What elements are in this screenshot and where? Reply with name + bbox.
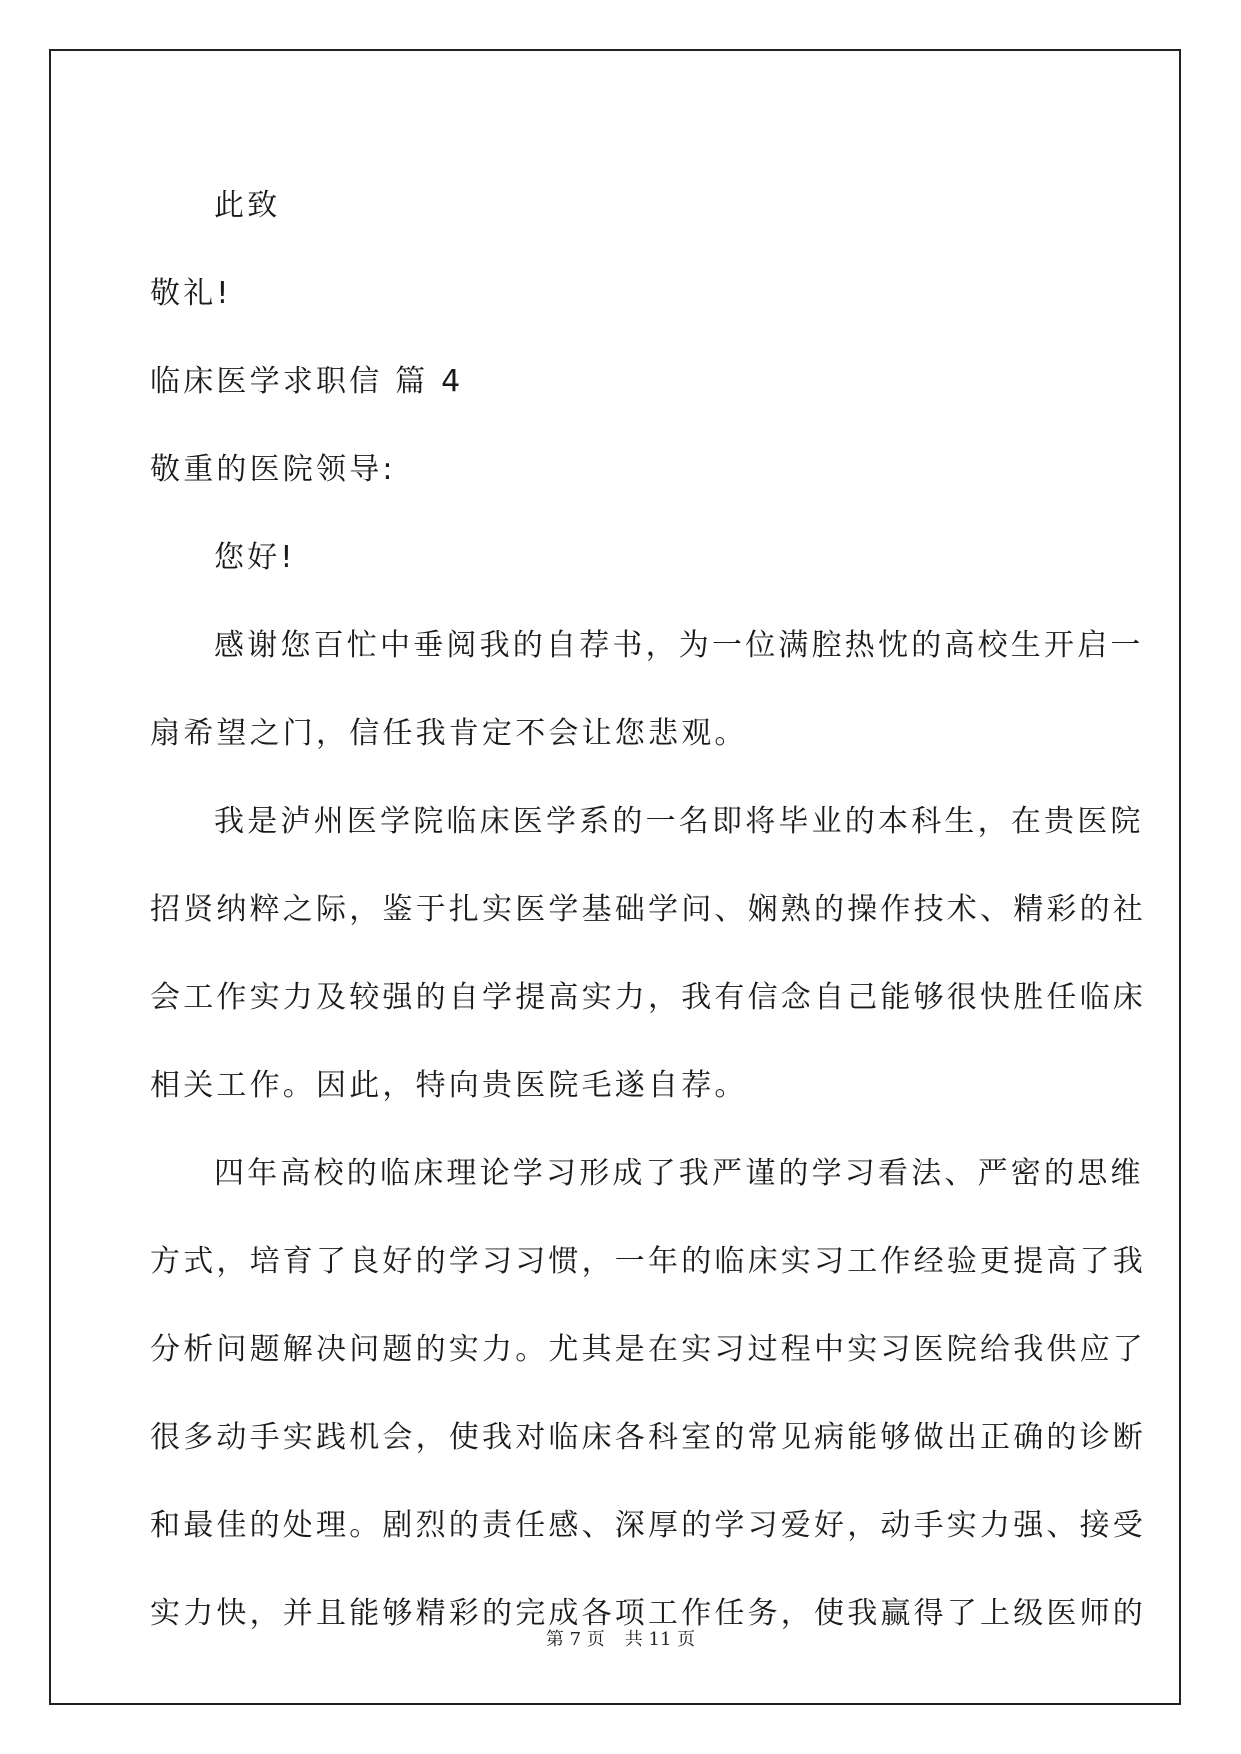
text-line: 会工作实力及较强的自学提高实力，我有信念自己能够很快胜任临床 (150, 980, 1146, 1015)
text-line: 我是泸州医学院临床医学系的一名即将毕业的本科生，在贵医院 (214, 804, 1144, 839)
text-line: 实力快，并且能够精彩的完成各项工作任务，使我赢得了上级医师的 (150, 1596, 1146, 1631)
page-footer (0, 1625, 1241, 1651)
text-line: 感谢您百忙中垂阅我的自荐书，为一位满腔热忱的高校生开启一 (214, 628, 1144, 663)
text-line: 分析问题解决问题的实力。尤其是在实习过程中实习医院给我供应了 (150, 1332, 1146, 1367)
text-line: 临床医学求职信 篇 4 (150, 364, 464, 399)
page-total: 共 11 页 (624, 1629, 696, 1650)
text-line: 很多动手实践机会，使我对临床各科室的常见病能够做出正确的诊断 (150, 1420, 1146, 1455)
text-line: 招贤纳粹之际，鉴于扎实医学基础学问、娴熟的操作技术、精彩的社 (150, 892, 1146, 927)
text-line: 敬重的医院领导: (150, 452, 396, 487)
text-line: 相关工作。因此，特向贵医院毛遂自荐。 (150, 1068, 748, 1103)
text-line: 扇希望之门，信任我肯定不会让您悲观。 (150, 716, 748, 751)
text-line: 敬礼! (150, 276, 232, 311)
text-line: 您好! (214, 540, 296, 575)
letter-body (150, 162, 1146, 1658)
text-line: 此致 (214, 188, 281, 223)
text-line: 和最佳的处理。剧烈的责任感、深厚的学习爱好，动手实力强、接受 (150, 1508, 1146, 1543)
page-number: 第 7 页 (545, 1629, 605, 1650)
text-line: 四年高校的临床理论学习形成了我严谨的学习看法、严密的思维 (214, 1156, 1144, 1191)
text-line: 方式，培育了良好的学习习惯，一年的临床实习工作经验更提高了我 (150, 1244, 1146, 1279)
